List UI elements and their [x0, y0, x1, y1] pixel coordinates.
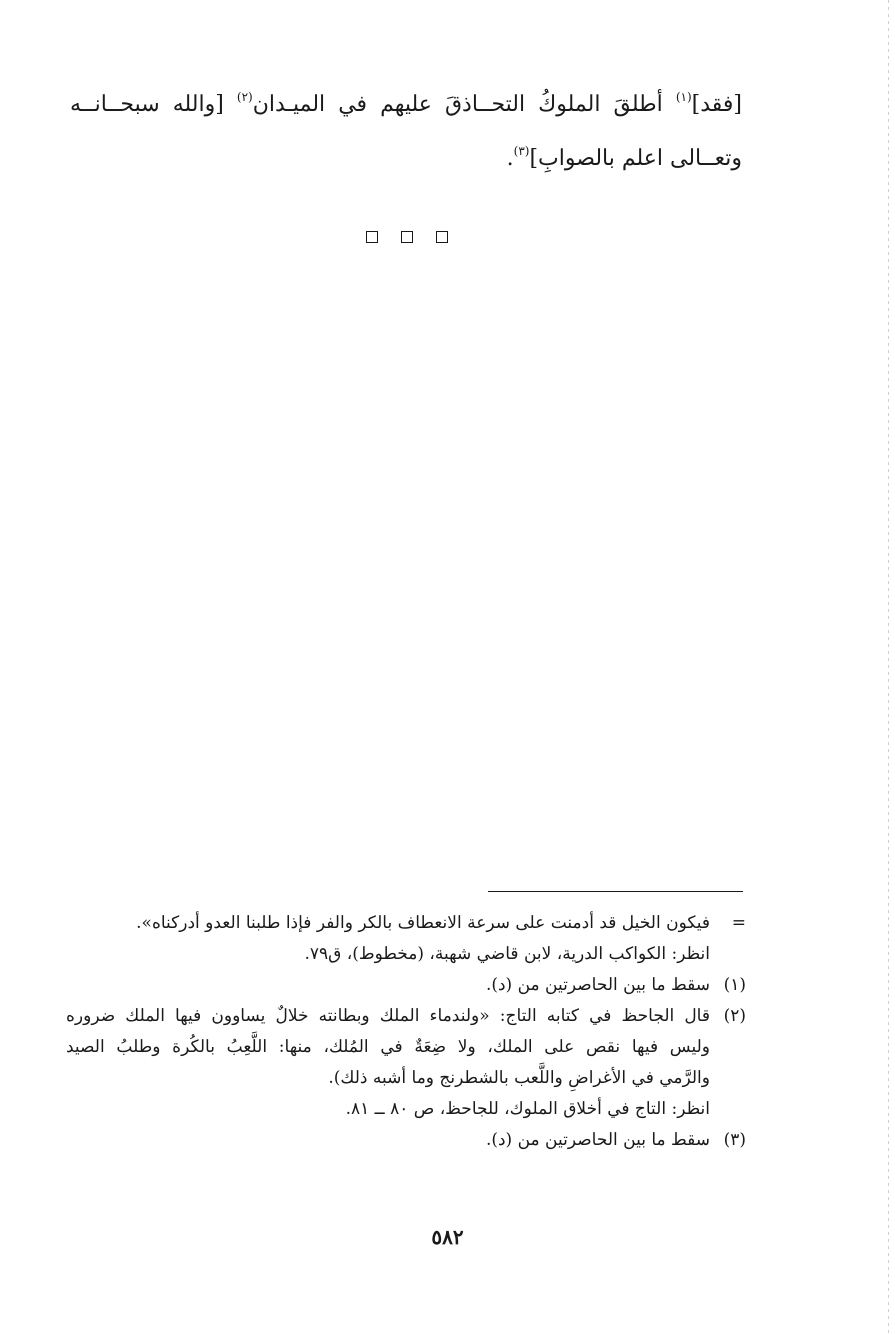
- footnote-line: سقط ما بين الحاصرتين من (د).: [485, 975, 710, 995]
- footnote-line: انظر: التاج في أخلاق الملوك، للجاحظ، ص ٨٠ ــ ٨١.: [345, 1099, 710, 1119]
- main-line-2: [70, 132, 742, 186]
- page-edge-shadow: [888, 0, 889, 1335]
- continuation-marker: =: [731, 913, 746, 933]
- footnote-number: (٢): [723, 1006, 746, 1026]
- footnote-line: قال الجاحظ في كتابه التاج: «ولندماء الملك وبطانته خلالٌ يساوون فيها الملك ضروره: [66, 1006, 710, 1026]
- footnote-ref-2: (٢): [236, 90, 253, 104]
- main-line-2-part-a: وتعــالى اعلم بالصوابِ]: [529, 146, 742, 171]
- footnote-divider: [488, 891, 743, 892]
- footnote-3: [66, 1125, 746, 1156]
- footnote-line: انظر: الكواكب الدرية، لابن قاضي شهبة، (مخطوط)، ق٧٩.: [304, 944, 710, 964]
- main-line-2-part-b: .: [506, 146, 514, 171]
- separator-box-icon: [401, 231, 413, 243]
- footnote-line: فيكون الخيل قد أدمنت على سرعة الانعطاف بالكر والفر فإذا طلبنا العدو أدركناه».: [136, 913, 710, 933]
- footnote-line: وليس فيها نقص على الملك، ولا ضِعَةٌ في المُلك، منها: اللَّعِبُ بالكُرة وطلبُ الصيد: [66, 1037, 710, 1057]
- section-separator: [366, 231, 448, 247]
- main-paragraph: [70, 78, 742, 186]
- main-line-1-part-b: أطلقَ الملوكُ التحــاذقَ عليهم في الميـدان: [252, 92, 676, 117]
- footnote-continuation: [66, 908, 746, 970]
- separator-box-icon: [366, 231, 378, 243]
- main-line-1-part-a: [فقد]: [691, 92, 743, 117]
- footnotes-section: [66, 908, 746, 1156]
- main-line-1-part-c: [والله سبحــانــه: [70, 92, 237, 117]
- footnote-ref-3: (٣): [513, 144, 530, 158]
- main-line-1: [70, 78, 742, 132]
- footnote-line: سقط ما بين الحاصرتين من (د).: [485, 1130, 710, 1150]
- page-number: ٥٨٢: [431, 1225, 464, 1249]
- footnote-number: (٣): [723, 1130, 746, 1150]
- footnote-ref-1: (١): [675, 90, 692, 104]
- footnote-number: (١): [723, 975, 746, 995]
- footnote-line: والرَّمي في الأغراضِ واللَّعب بالشطرنج وما أشبه ذلك).: [328, 1068, 710, 1088]
- footnote-2: [66, 1001, 746, 1125]
- footnote-1: [66, 970, 746, 1001]
- separator-box-icon: [436, 231, 448, 243]
